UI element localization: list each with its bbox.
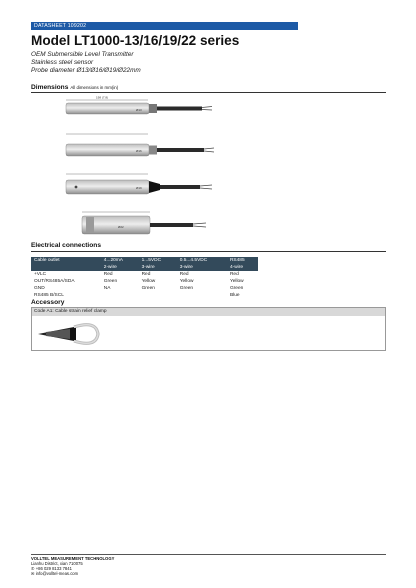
footer-address: Lianhu District, xian 710075 — [31, 561, 83, 566]
col-subheader-rs485: 4-wire — [227, 264, 258, 271]
table-row: RS485 B/SCL Blue — [34, 293, 240, 298]
accessory-heading: Accessory — [31, 299, 65, 306]
subtitle-line-1: OEM Submersible Level Transmitter — [31, 51, 134, 58]
electrical-heading: Electrical connections — [31, 242, 101, 249]
table-row: GND NA Green Green Green — [34, 286, 244, 291]
phone-icon: ✆ — [31, 566, 36, 571]
length-label: 198 (7.8) — [96, 95, 109, 100]
col-subheader-05-45vdc: 3-wire — [177, 264, 227, 271]
electrical-connections-table — [31, 257, 258, 299]
diameter-label-16: Ø16 — [136, 149, 142, 153]
electrical-rule — [31, 251, 386, 252]
table-row: OUT/RS485A/SDA Green Yellow Yellow Yellow — [34, 279, 244, 284]
footer — [31, 556, 114, 576]
col-subheader-4-20ma: 2-wire — [101, 264, 139, 271]
dimensions-heading: Dimensions All dimensions in mm(in) — [31, 84, 119, 91]
col-header-1-5vdc: 1...5VDC — [139, 257, 177, 264]
strain-relief-clamp-image — [34, 318, 104, 352]
col-header-cable: Cable outlet — [31, 257, 101, 264]
diameter-label-19: Ø19 — [136, 186, 142, 190]
dimensions-note: All dimensions in mm(in) — [70, 85, 119, 90]
footer-company: VOLLTEL MEASUREMENT TECHNOLOGY — [31, 556, 115, 561]
col-header-4-20ma: 4...20mA — [101, 257, 139, 264]
mail-icon: ✉ — [31, 571, 36, 576]
accessory-box — [31, 307, 386, 351]
subtitle-line-3: Probe diameter Ø13/Ø16/Ø19/Ø22mm — [31, 67, 141, 74]
diameter-label-13: Ø13 — [136, 108, 142, 112]
col-subheader-1-5vdc: 3-wire — [139, 264, 177, 271]
probe-drawing-16 — [66, 134, 214, 156]
diameter-label-22: Ø22 — [118, 225, 124, 229]
col-header-rs485: RS485 — [227, 257, 258, 264]
footer-phone: ✆ +86 029 8133 7841 — [31, 566, 72, 571]
probe-drawings — [0, 0, 416, 250]
datasheet-tag: DATASHEET 109202 — [34, 23, 87, 29]
footer-rule — [31, 554, 386, 555]
subtitle-line-2: Stainless steel sensor — [31, 59, 94, 66]
table-row: +VLC Red Red Red Red — [34, 272, 239, 277]
probe-drawing-13 — [66, 96, 212, 115]
probe-drawing-22 — [82, 212, 206, 234]
accessory-item-label: Code A1: Cable strain relief clamp — [32, 308, 385, 316]
footer-email[interactable]: ✉ info@volltel-meas.com — [31, 571, 79, 576]
col-header-05-45vdc: 0.5...4.5VDC — [177, 257, 227, 264]
page-title: Model LT1000-13/16/19/22 series — [31, 33, 240, 48]
col-subheader-cable — [31, 264, 101, 271]
probe-drawing-19 — [66, 174, 212, 194]
